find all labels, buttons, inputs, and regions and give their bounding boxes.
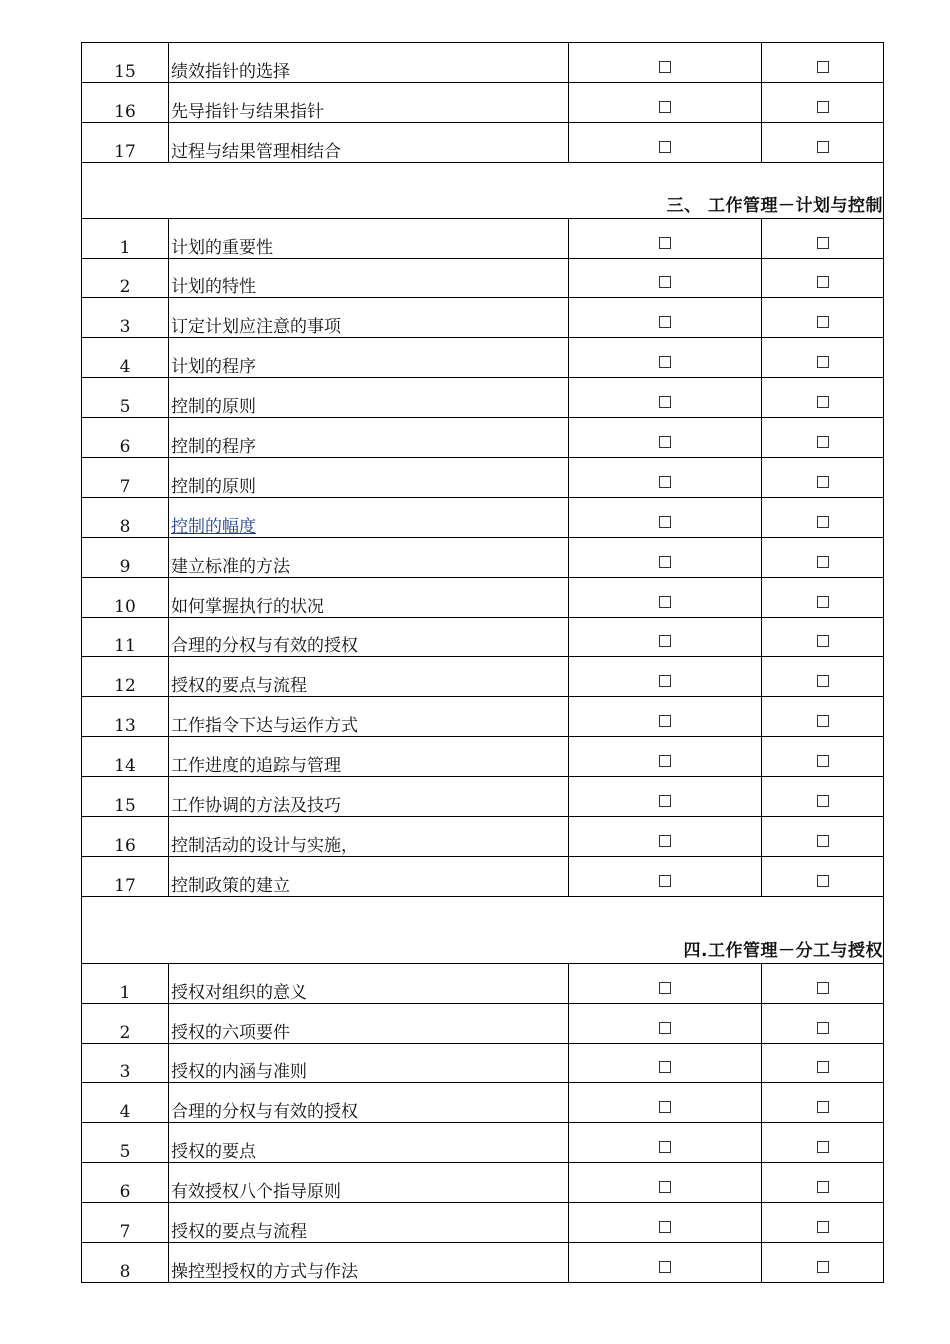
checkbox-col1[interactable]: [659, 276, 671, 288]
checkbox-col1[interactable]: [659, 755, 671, 767]
table-row: [82, 963, 884, 1003]
checkbox-col1[interactable]: [659, 835, 671, 847]
row-item-text: 控制的原则: [169, 378, 569, 418]
row-number: 5: [82, 1123, 169, 1163]
row-item-text: 有效授权八个指导原则: [169, 1163, 569, 1203]
row-number: 11: [82, 617, 169, 657]
row-number: 15: [82, 43, 169, 83]
checkbox-col2[interactable]: [817, 835, 829, 847]
checkbox-col2[interactable]: [817, 1061, 829, 1073]
checkbox-col2[interactable]: [817, 1181, 829, 1193]
checkbox-col2[interactable]: [817, 635, 829, 647]
row-item-text: [169, 497, 569, 537]
checkbox-col1[interactable]: [659, 675, 671, 687]
checkbox-col2[interactable]: [817, 715, 829, 727]
row-item-text: 计划的特性: [169, 258, 569, 298]
row-item-text: 订定计划应注意的事项: [169, 298, 569, 338]
row-number: 2: [82, 258, 169, 298]
section-title-cell: [82, 896, 884, 963]
row-item-text: 合理的分权与有效的授权: [169, 1083, 569, 1123]
checkbox-col1[interactable]: [659, 556, 671, 568]
row-number: 14: [82, 737, 169, 777]
table-row: [82, 418, 884, 458]
row-number: 8: [82, 497, 169, 537]
checkbox-col1[interactable]: [659, 476, 671, 488]
table-row: [82, 258, 884, 298]
table-row: [82, 817, 884, 857]
checkbox-col2[interactable]: [817, 1022, 829, 1034]
row-number: 16: [82, 817, 169, 857]
row-item-text: 控制政策的建立: [169, 856, 569, 896]
checkbox-col2[interactable]: [817, 982, 829, 994]
table-row: [82, 856, 884, 896]
row-number: 4: [82, 338, 169, 378]
table-row: [82, 218, 884, 258]
checkbox-col1[interactable]: [659, 596, 671, 608]
row-item-text: 建立标准的方法: [169, 537, 569, 577]
row-item-text: 合理的分权与有效的授权: [169, 617, 569, 657]
row-item-link[interactable]: 控制的幅度: [171, 516, 256, 537]
checkbox-col1[interactable]: [659, 237, 671, 249]
row-number: 16: [82, 82, 169, 122]
row-item-text: 先导指针与结果指针: [169, 82, 569, 122]
checklist-table: [81, 42, 884, 1283]
section-header-3: [82, 162, 884, 218]
checkbox-col1[interactable]: [659, 516, 671, 528]
row-number: 9: [82, 537, 169, 577]
table-row: [82, 1083, 884, 1123]
checkbox-col1[interactable]: [659, 1022, 671, 1034]
checkbox-col1[interactable]: [659, 436, 671, 448]
row-number: 6: [82, 418, 169, 458]
row-number: 8: [82, 1243, 169, 1283]
table-row: [82, 1243, 884, 1283]
checkbox-col2[interactable]: [817, 356, 829, 368]
table-row: [82, 577, 884, 617]
row-number: 3: [82, 298, 169, 338]
row-item-text: 工作进度的追踪与管理: [169, 737, 569, 777]
checkbox-col1[interactable]: [659, 982, 671, 994]
checkbox-col2[interactable]: [817, 101, 829, 113]
checkbox-col1[interactable]: [659, 795, 671, 807]
checkbox-col2[interactable]: [817, 1261, 829, 1273]
row-item-text: 如何掌握执行的状况: [169, 577, 569, 617]
section-4-title: 四.工作管理－分工与授权: [683, 940, 883, 961]
checkbox-col1[interactable]: [659, 715, 671, 727]
row-number: 17: [82, 856, 169, 896]
checkbox-col1[interactable]: [659, 1221, 671, 1233]
row-number: 7: [82, 1203, 169, 1243]
row-item-text: 计划的重要性: [169, 218, 569, 258]
table-row: [82, 1163, 884, 1203]
table-row: [82, 697, 884, 737]
row-item-text: 控制的原则: [169, 458, 569, 498]
table-row: [82, 458, 884, 498]
row-number: 10: [82, 577, 169, 617]
table-row: [82, 1043, 884, 1083]
row-number: 1: [82, 218, 169, 258]
row-number: 3: [82, 1043, 169, 1083]
checkbox-col1[interactable]: [659, 316, 671, 328]
table-row: [82, 777, 884, 817]
row-item-text: 过程与结果管理相结合: [169, 122, 569, 162]
checkbox-col1[interactable]: [659, 61, 671, 73]
table-row: [82, 617, 884, 657]
row-number: 17: [82, 122, 169, 162]
row-number: 12: [82, 657, 169, 697]
row-number: 13: [82, 697, 169, 737]
checkbox-col1[interactable]: [659, 1101, 671, 1113]
checkbox-col2[interactable]: [817, 1141, 829, 1153]
table-row: [82, 1123, 884, 1163]
checkbox-col2[interactable]: [817, 276, 829, 288]
table-row: [82, 737, 884, 777]
checkbox-col2[interactable]: [817, 476, 829, 488]
checkbox-col1[interactable]: [659, 1261, 671, 1273]
row-item-text: 计划的程序: [169, 338, 569, 378]
row-number: 7: [82, 458, 169, 498]
row-item-text: 授权的六项要件: [169, 1003, 569, 1043]
table-row: [82, 298, 884, 338]
table-row: [82, 1003, 884, 1043]
checkbox-col1[interactable]: [659, 141, 671, 153]
checkbox-col1[interactable]: [659, 635, 671, 647]
section-header-4: [82, 896, 884, 963]
checkbox-col1[interactable]: [659, 396, 671, 408]
checkbox-col2[interactable]: [817, 556, 829, 568]
row-item-text: 授权的要点与流程: [169, 1203, 569, 1243]
checkbox-col2[interactable]: [817, 61, 829, 73]
table-row: [82, 82, 884, 122]
section-3-title: 三、 工作管理－计划与控制: [666, 195, 883, 216]
table-row: [82, 497, 884, 537]
checkbox-col2[interactable]: [817, 396, 829, 408]
row-item-text: 控制活动的设计与实施，: [169, 817, 569, 857]
row-number: 6: [82, 1163, 169, 1203]
checkbox-col2[interactable]: [817, 675, 829, 687]
row-item-text: 授权的要点与流程: [169, 657, 569, 697]
row-item-text: 操控型授权的方式与作法: [169, 1243, 569, 1283]
row-number: 15: [82, 777, 169, 817]
checkbox-col2[interactable]: [817, 316, 829, 328]
table-row: [82, 657, 884, 697]
row-item-text: 绩效指针的选择: [169, 43, 569, 83]
row-item-text: 授权的要点: [169, 1123, 569, 1163]
table-row: [82, 537, 884, 577]
checkbox-col1[interactable]: [659, 101, 671, 113]
row-item-text: 工作指令下达与运作方式: [169, 697, 569, 737]
checkbox-col2[interactable]: [817, 141, 829, 153]
table-row: [82, 1203, 884, 1243]
checkbox-col2[interactable]: [817, 1221, 829, 1233]
checkbox-col2[interactable]: [817, 795, 829, 807]
checkbox-col2[interactable]: [817, 436, 829, 448]
checkbox-col2[interactable]: [817, 237, 829, 249]
row-number: 1: [82, 963, 169, 1003]
row-item-text: 授权的内涵与准则: [169, 1043, 569, 1083]
checkbox-col2[interactable]: [817, 755, 829, 767]
row-number: 5: [82, 378, 169, 418]
checkbox-col1[interactable]: [659, 1141, 671, 1153]
table-row: [82, 122, 884, 162]
table-row: [82, 378, 884, 418]
checkbox-col1[interactable]: [659, 1181, 671, 1193]
checkbox-col1[interactable]: [659, 1061, 671, 1073]
checkbox-col1[interactable]: [659, 875, 671, 887]
table-row: [82, 338, 884, 378]
checkbox-col2[interactable]: [817, 1101, 829, 1113]
checklist-sheet: [81, 42, 883, 1283]
checkbox-col2[interactable]: [817, 516, 829, 528]
row-item-text: 工作协调的方法及技巧: [169, 777, 569, 817]
table-row: [82, 43, 884, 83]
checkbox-col2[interactable]: [817, 596, 829, 608]
checkbox-col1[interactable]: [659, 356, 671, 368]
section-title-cell: [82, 162, 884, 218]
row-item-text: 授权对组织的意义: [169, 963, 569, 1003]
row-number: 4: [82, 1083, 169, 1123]
checkbox-col2[interactable]: [817, 875, 829, 887]
row-number: 2: [82, 1003, 169, 1043]
row-item-text: 控制的程序: [169, 418, 569, 458]
